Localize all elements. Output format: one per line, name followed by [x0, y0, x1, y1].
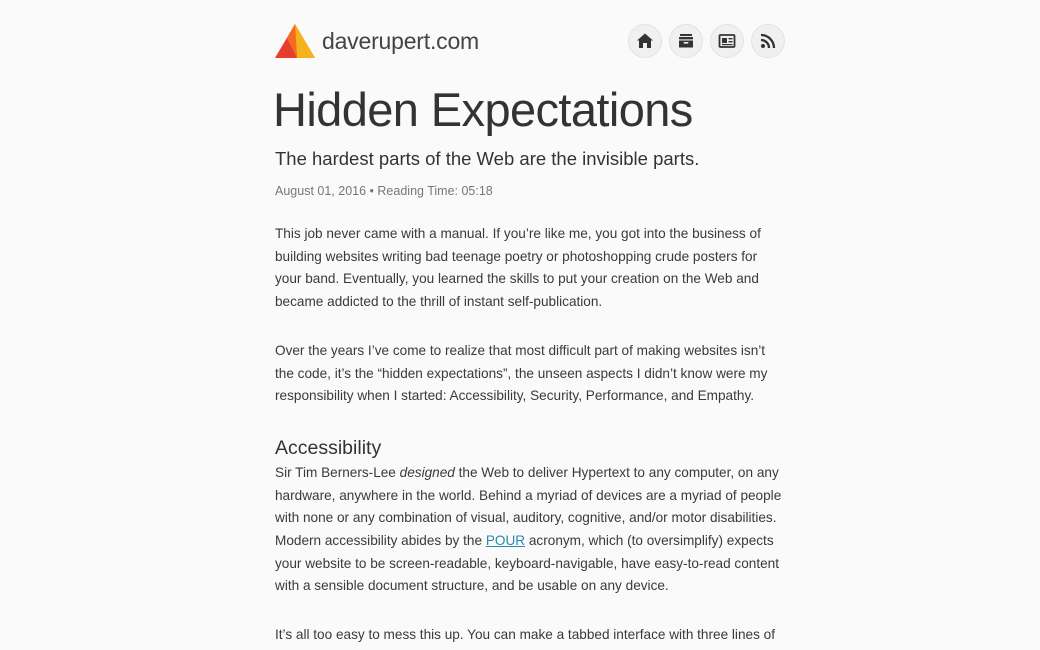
id-card-icon	[718, 32, 736, 50]
emphasis-designed: designed	[399, 464, 455, 480]
paragraph-text: acronym, which (to oversimplify) expects your website to be screen-readable, keyboard-navigable, have easy-to-read content with a sensible document structure, and be usable on any device.	[275, 533, 780, 594]
nav-rss-button[interactable]	[751, 24, 785, 58]
logo-icon	[275, 24, 315, 58]
rss-icon	[759, 32, 777, 50]
article-subtitle: The hardest parts of the Web are the invisible parts.	[275, 148, 700, 169]
home-icon	[636, 32, 654, 50]
paragraph-hidden-expectations: Over the years I’ve come to realize that most difficult part of making websites isn’t the code, it’s the “hidden expectations”, the unseen aspects I didn’t know were my responsibility when I started: Accessibility, Security, Performance, and Empathy.	[275, 342, 768, 404]
site-name: daverupert.com	[322, 28, 479, 54]
site-header	[275, 0, 785, 84]
archive-icon	[677, 32, 695, 50]
nav-about-button[interactable]	[710, 24, 744, 58]
paragraph-intro: This job never came with a manual. If you’re like me, you got into the business of building websites writing bad teenage poetry or photoshopping crude posters for your band. Eventually, you learned the skills to put your creation on the Web and became addicted to the thrill of instant self-publication.	[275, 226, 761, 310]
article-title: Hidden Expectations	[273, 83, 693, 136]
article-meta	[275, 182, 493, 200]
pour-link[interactable]: POUR	[485, 533, 526, 549]
site-logo-link[interactable]	[275, 24, 479, 58]
meta-separator: •	[369, 184, 374, 198]
paragraph-text: the Web to deliver Hypertext to any computer, on any hardware, anywhere in the world. Behind a myriad of devices are a myriad of people with none or any combination of visual, auditory, cognitive, and/or motor disabilities. Modern accessibility abides by the	[275, 464, 782, 549]
reading-time: Reading Time: 05:18	[377, 184, 493, 198]
top-nav	[628, 24, 785, 58]
nav-home-button[interactable]	[628, 24, 662, 58]
paragraph-tabbed-interface: It’s all too easy to mess this up. You can make a tabbed interface with three lines of	[275, 627, 775, 643]
nav-archive-button[interactable]	[669, 24, 703, 58]
heading-accessibility: Accessibility	[275, 436, 382, 459]
paragraph-text: Sir Tim Berners-Lee	[275, 464, 400, 480]
paragraph-accessibility	[275, 462, 787, 598]
article-body	[275, 223, 787, 650]
article-date: August 01, 2016	[275, 184, 367, 198]
page	[273, 0, 785, 643]
